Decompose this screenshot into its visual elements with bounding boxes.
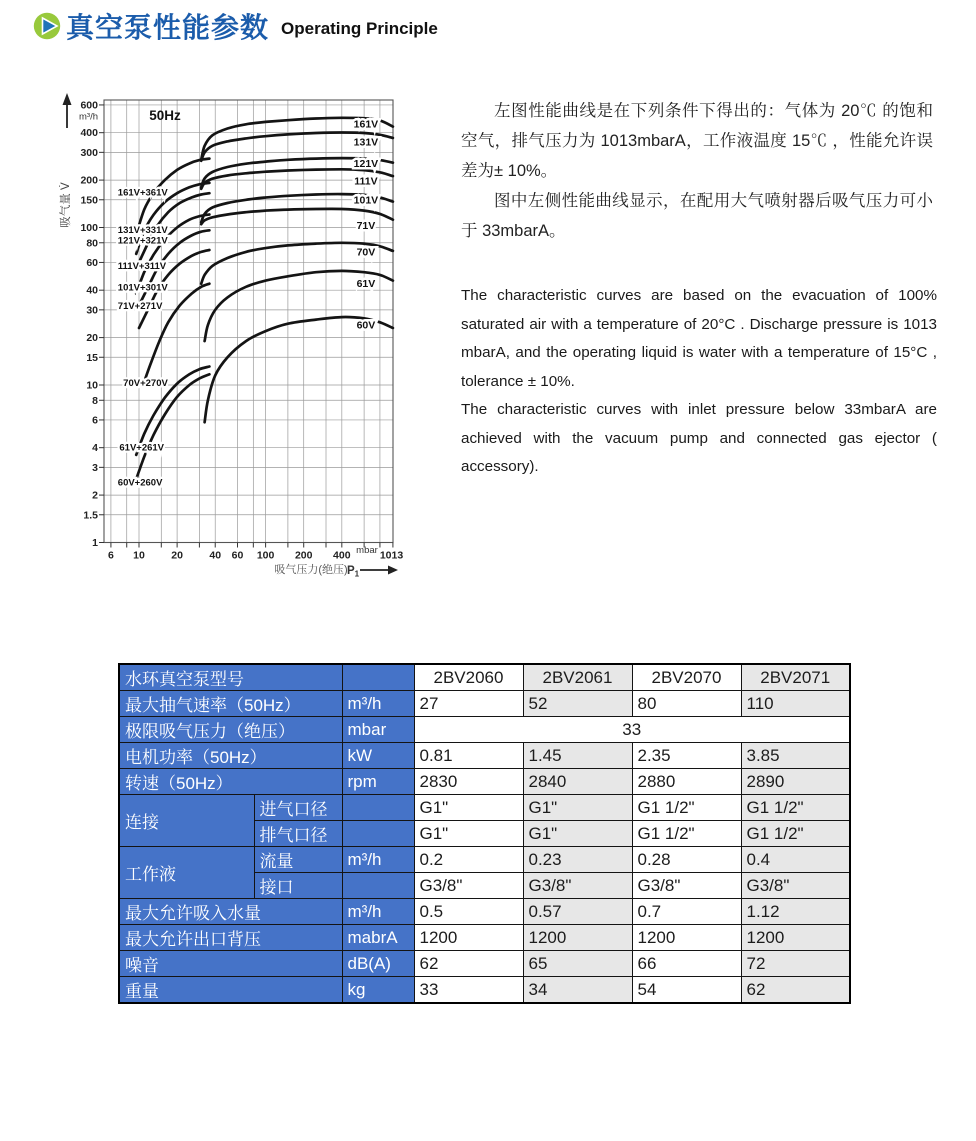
- curve-label-70V+270V: 70V+270V: [123, 377, 168, 389]
- value-cell: 72: [741, 951, 850, 977]
- value-cell: 54: [632, 977, 741, 1004]
- curve-60V: [205, 317, 393, 422]
- value-cell: 0.2: [414, 847, 523, 873]
- curve-label-131V: 131V: [353, 136, 379, 149]
- value-cell: G1 1/2": [741, 795, 850, 821]
- row-unit: kg: [342, 977, 414, 1004]
- x-tick-label: 400: [333, 549, 351, 562]
- value-cell: 1200: [741, 925, 850, 951]
- y-tick-label: 400: [80, 127, 98, 140]
- table-row: [119, 743, 850, 769]
- value-cell: 0.28: [632, 847, 741, 873]
- row-group-label: 工作液: [119, 847, 254, 899]
- table-row: [119, 769, 850, 795]
- note-en-p2: The characteristic curves with inlet pressure below 33mbarA are achieved with the vacuum pump and connected gas ejector ( accessory).: [461, 401, 937, 475]
- value-cell: 0.5: [414, 899, 523, 925]
- value-cell: 0.81: [414, 743, 523, 769]
- notes-en: [461, 282, 937, 482]
- curve-label-121V+321V: 121V+321V: [117, 235, 168, 247]
- note-zh-p1: 左图性能曲线是在下列条件下得出的：气体为 20℃ 的饱和空气，排气压力为 1013mbarA，工作液温度 15℃ ，性能允许误差为± 10%。: [461, 102, 933, 180]
- row-unit: mbar: [342, 717, 414, 743]
- notes-zh: [461, 96, 933, 246]
- curve-label-111V: 111V: [354, 175, 378, 188]
- y-tick-label: 200: [80, 174, 98, 187]
- note-zh-p2: 图中左侧性能曲线显示，在配用大气喷射器后吸气压力可小于 33mbarA。: [461, 192, 933, 240]
- row-label: 水环真空泵型号: [119, 664, 342, 691]
- curve-label-61V: 61V: [356, 278, 376, 291]
- curve-label-111V+311V: 111V+311V: [117, 260, 167, 272]
- value-cell: 2890: [741, 769, 850, 795]
- value-cell: 62: [741, 977, 850, 1004]
- merged-value-cell: 33: [414, 717, 850, 743]
- x-tick-label: 10: [133, 549, 145, 562]
- value-cell: 80: [632, 691, 741, 717]
- spec-table: [118, 663, 851, 1004]
- y-tick-label: 1.5: [83, 509, 98, 522]
- y-axis-unit: m³/h: [79, 111, 98, 123]
- value-cell: 0.57: [523, 899, 632, 925]
- value-cell: G1 1/2": [632, 795, 741, 821]
- value-cell: 0.4: [741, 847, 850, 873]
- value-cell: G1": [414, 821, 523, 847]
- row-label: 极限吸气压力（绝压）: [119, 717, 342, 743]
- value-cell: 2880: [632, 769, 741, 795]
- value-cell: G3/8": [632, 873, 741, 899]
- row-unit: [342, 664, 414, 691]
- play-icon: [33, 12, 61, 40]
- x-tick-label: 40: [209, 549, 222, 562]
- row-unit: [342, 873, 414, 899]
- y-tick-label: 100: [80, 222, 98, 234]
- x-tick-label: 60: [231, 549, 244, 562]
- value-cell: 0.23: [523, 847, 632, 873]
- table-row: [119, 847, 850, 873]
- value-cell: 52: [523, 691, 632, 717]
- value-cell: G1 1/2": [741, 821, 850, 847]
- x-axis-label: 吸气压力(绝压): [274, 564, 348, 576]
- table-row: [119, 691, 850, 717]
- y-tick-label: 40: [86, 284, 98, 297]
- curve-label-60V+260V: 60V+260V: [117, 477, 163, 489]
- value-cell: 27: [414, 691, 523, 717]
- curve-label-60V: 60V: [356, 319, 376, 332]
- performance-chart: [40, 85, 450, 590]
- curve-label-101V: 101V: [353, 194, 379, 207]
- y-tick-label: 60: [86, 256, 98, 269]
- row-unit: m³/h: [342, 899, 414, 925]
- row-unit: [342, 795, 414, 821]
- y-tick-label: 300: [80, 146, 98, 159]
- curve-label-131V+331V: 131V+331V: [117, 225, 168, 237]
- y-tick-label: 8: [92, 394, 98, 407]
- row-unit: rpm: [342, 769, 414, 795]
- page-header: [33, 6, 438, 46]
- value-cell: G1": [523, 795, 632, 821]
- value-cell: 3.85: [741, 743, 850, 769]
- value-cell: 33: [414, 977, 523, 1004]
- table-row: [119, 951, 850, 977]
- table-row: [119, 664, 850, 691]
- value-cell: 65: [523, 951, 632, 977]
- value-cell: 110: [741, 691, 850, 717]
- row-unit: m³/h: [342, 691, 414, 717]
- row-unit: mabrA: [342, 925, 414, 951]
- y-tick-label: 15: [86, 351, 98, 364]
- value-cell: 2BV2070: [632, 664, 741, 691]
- row-unit: m³/h: [342, 847, 414, 873]
- row-sublabel: 流量: [254, 847, 342, 873]
- curve-label-71V: 71V: [356, 219, 376, 232]
- row-group-label: 连接: [119, 795, 254, 847]
- table-row: [119, 717, 850, 743]
- curve-label-71V+271V: 71V+271V: [117, 300, 163, 312]
- value-cell: 0.7: [632, 899, 741, 925]
- row-label: 重量: [119, 977, 342, 1004]
- x-tick-label: 20: [171, 549, 183, 562]
- row-sublabel: 进气口径: [254, 795, 342, 821]
- value-cell: 1.45: [523, 743, 632, 769]
- page-title-zh: 真空泵性能参数: [66, 12, 270, 43]
- x-axis-arrowhead: [388, 566, 398, 575]
- y-tick-label: 30: [86, 304, 98, 317]
- x-tick-label: 1013: [379, 549, 404, 562]
- value-cell: 1.12: [741, 899, 850, 925]
- row-unit: kW: [342, 743, 414, 769]
- row-unit: [342, 821, 414, 847]
- value-cell: 62: [414, 951, 523, 977]
- row-sublabel: 排气口径: [254, 821, 342, 847]
- value-cell: G1": [523, 821, 632, 847]
- value-cell: 2830: [414, 769, 523, 795]
- table-row: [119, 977, 850, 1004]
- row-label: 最大允许吸入水量: [119, 899, 342, 925]
- y-tick-label: 20: [86, 332, 98, 345]
- curve-label-161V+361V: 161V+361V: [117, 187, 168, 199]
- value-cell: 66: [632, 951, 741, 977]
- y-tick-label: 150: [80, 194, 98, 207]
- page-title-en: Operating Principle: [281, 19, 438, 38]
- row-sublabel: 接口: [254, 873, 342, 899]
- curve-label-161V: 161V: [353, 118, 379, 131]
- value-cell: 2840: [523, 769, 632, 795]
- curve-label-121V: 121V: [353, 157, 379, 170]
- value-cell: G3/8": [741, 873, 850, 899]
- y-tick-label: 6: [92, 414, 98, 427]
- chart-title-frequency: 50Hz: [149, 108, 181, 123]
- plot-border: [104, 100, 393, 543]
- value-cell: 2BV2061: [523, 664, 632, 691]
- value-cell: 2BV2060: [414, 664, 523, 691]
- y-tick-label: 3: [92, 461, 98, 474]
- row-label: 噪音: [119, 951, 342, 977]
- row-label: 最大抽气速率（50Hz）: [119, 691, 342, 717]
- value-cell: 1200: [523, 925, 632, 951]
- curve-label-101V+301V: 101V+301V: [117, 282, 168, 294]
- value-cell: 34: [523, 977, 632, 1004]
- value-cell: G3/8": [523, 873, 632, 899]
- table-row: [119, 795, 850, 821]
- y-tick-label: 2: [92, 489, 98, 502]
- y-tick-label: 1: [92, 537, 98, 549]
- value-cell: 1200: [414, 925, 523, 951]
- y-axis-label: 吸气量 V̇: [60, 182, 72, 228]
- table-row: [119, 925, 850, 951]
- y-axis-arrowhead: [63, 93, 72, 105]
- value-cell: G3/8": [414, 873, 523, 899]
- row-label: 最大允许出口背压: [119, 925, 342, 951]
- y-tick-label: 10: [86, 379, 98, 392]
- value-cell: 2BV2071: [741, 664, 850, 691]
- y-tick-label: 600: [80, 99, 98, 112]
- curve-label-70V: 70V: [356, 246, 376, 259]
- curve-label-61V+261V: 61V+261V: [119, 442, 165, 454]
- value-cell: 2.35: [632, 743, 741, 769]
- y-tick-label: 80: [86, 237, 98, 250]
- y-tick-label: 4: [92, 442, 98, 455]
- x-tick-label: 200: [294, 549, 313, 562]
- value-cell: G1": [414, 795, 523, 821]
- x-tick-label: 6: [107, 549, 114, 562]
- row-label: 电机功率（50Hz）: [119, 743, 342, 769]
- note-en-p1: The characteristic curves are based on the evacuation of 100% saturated air with a temperature of 20°C . Discharge pressure is 1013 mbarA, and the operating liquid is water with a temperature of 15°C , tolerance ± 10%.: [461, 287, 937, 390]
- row-label: 转速（50Hz）: [119, 769, 342, 795]
- value-cell: 1200: [632, 925, 741, 951]
- row-unit: dB(A): [342, 951, 414, 977]
- x-axis-symbol: $P_1$: [347, 565, 360, 579]
- x-axis-unit: mbar: [356, 545, 378, 556]
- value-cell: G1 1/2": [632, 821, 741, 847]
- table-row: [119, 899, 850, 925]
- x-tick-label: 100: [256, 549, 275, 562]
